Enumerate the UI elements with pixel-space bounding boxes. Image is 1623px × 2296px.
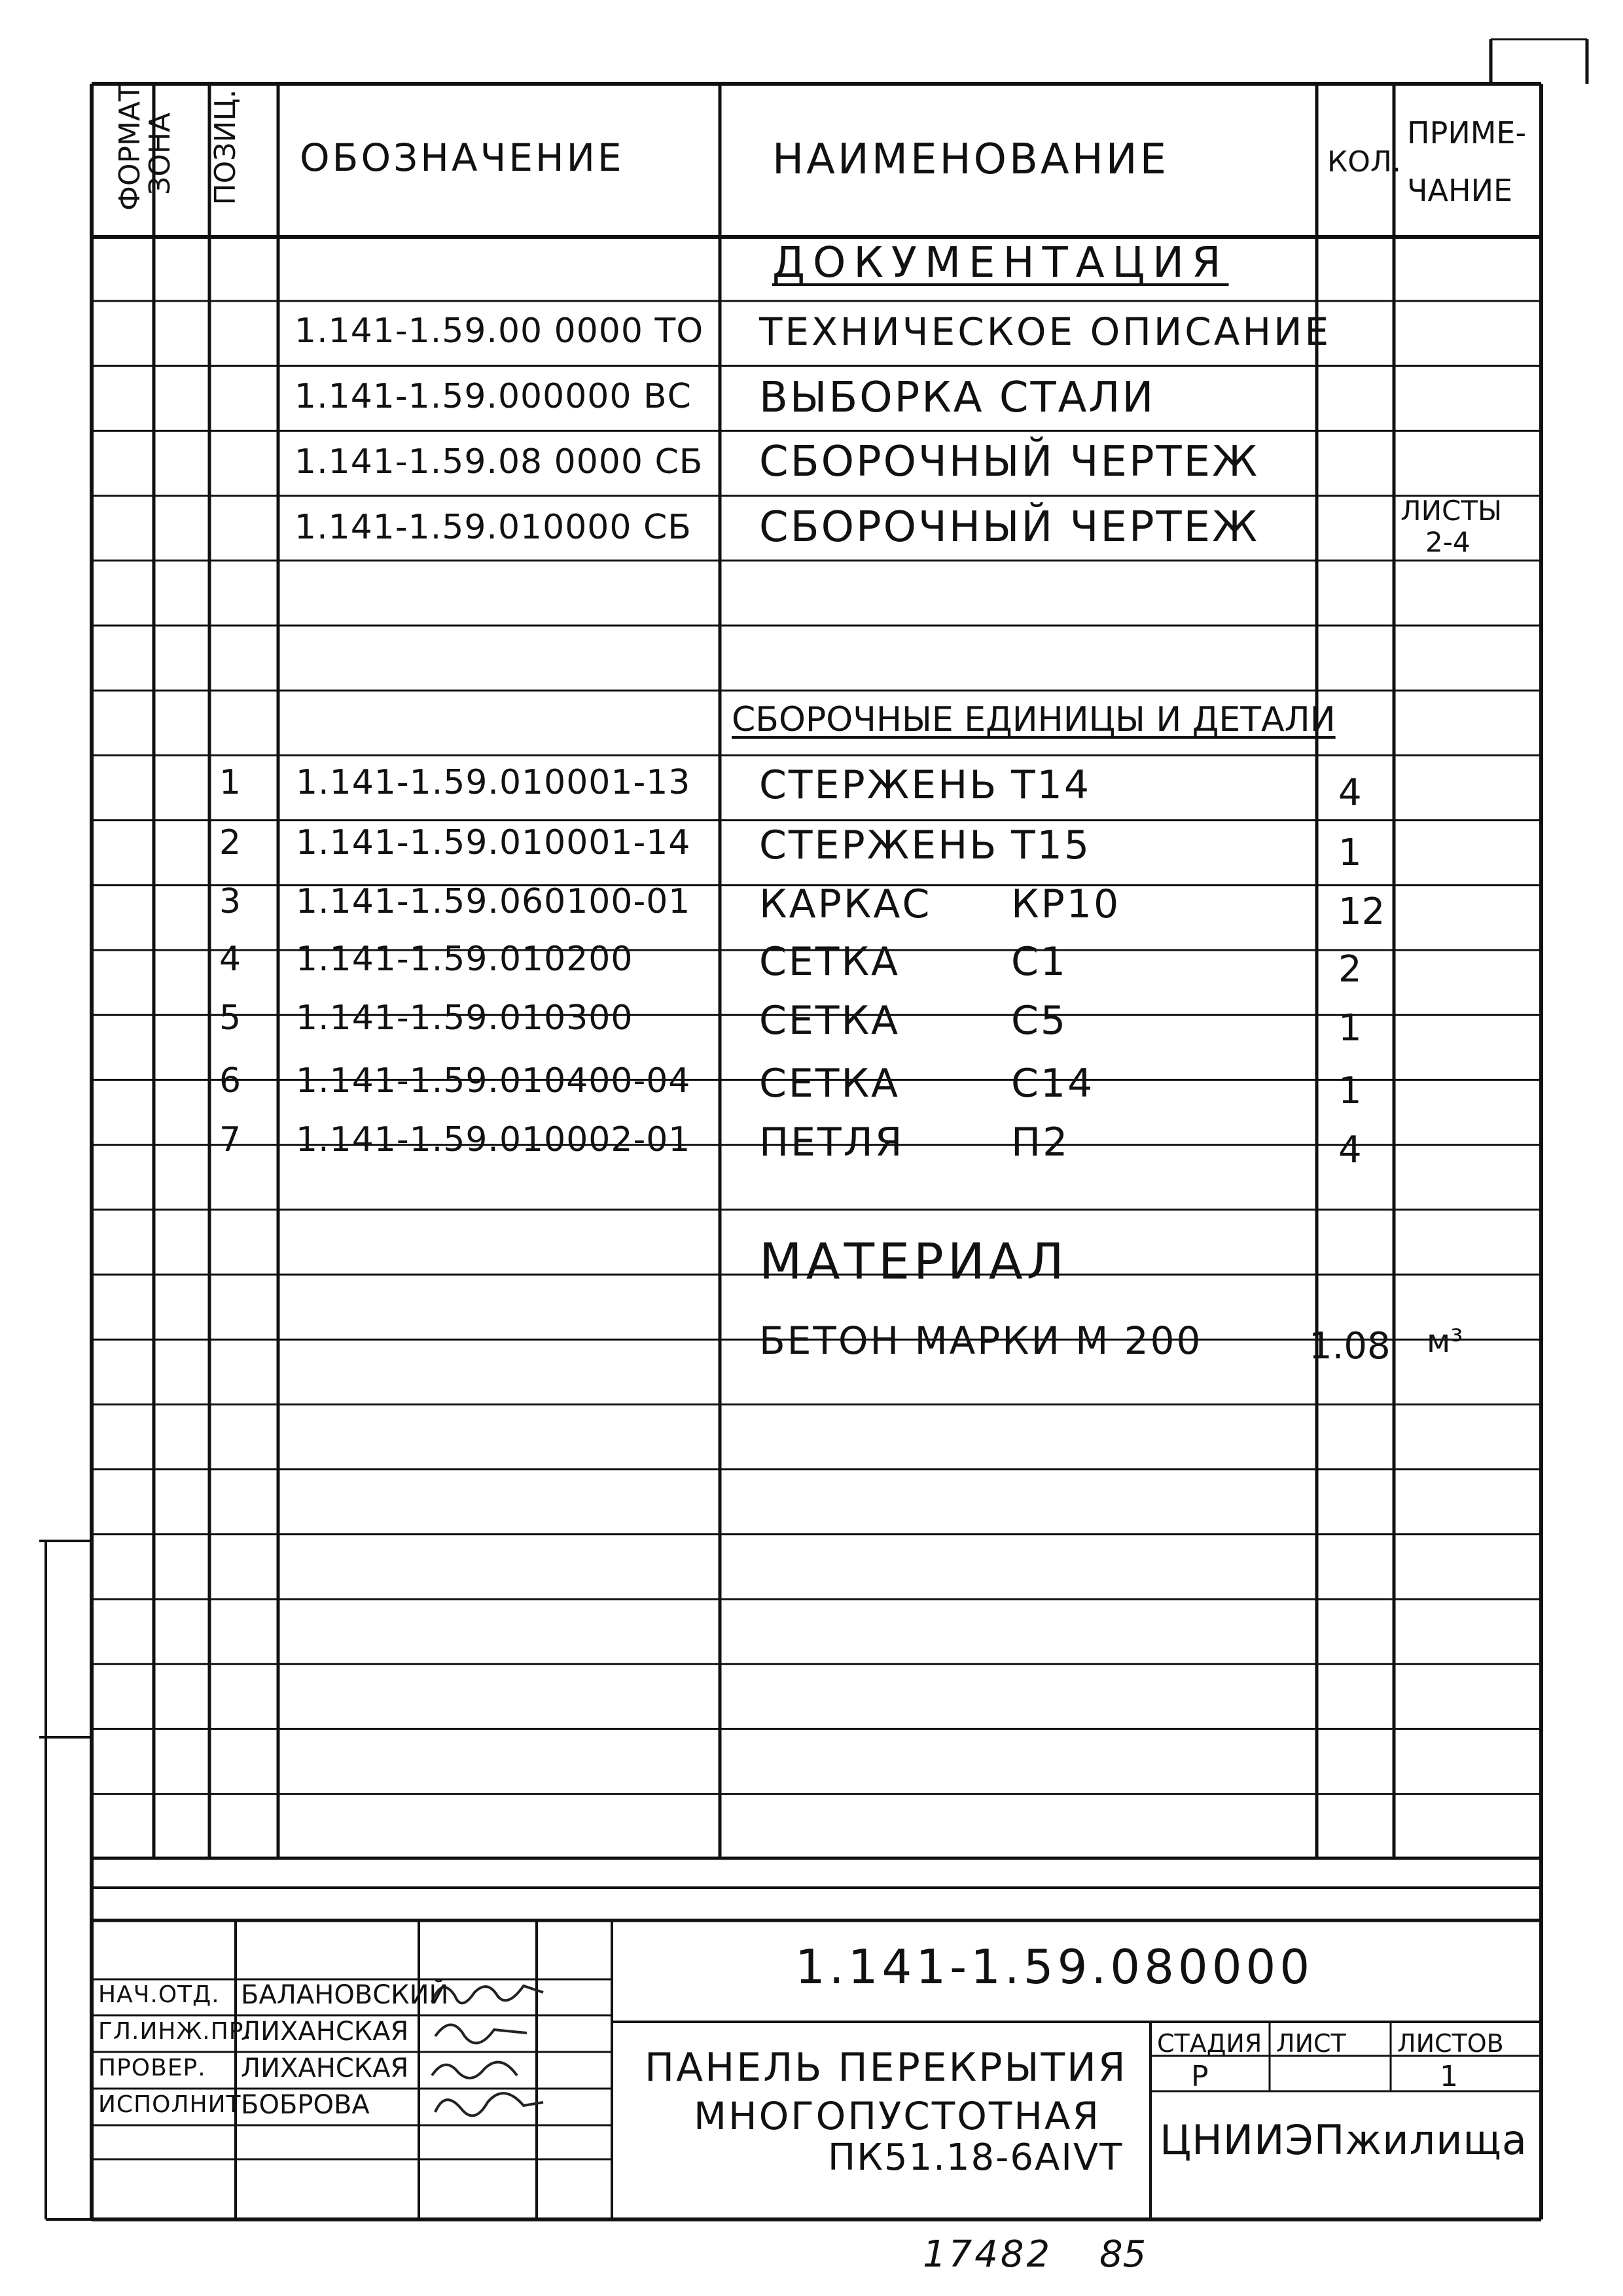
part-mark: С14 bbox=[1011, 1061, 1095, 1106]
part-mark: Т15 bbox=[1011, 822, 1091, 868]
part-qty: 1 bbox=[1338, 832, 1362, 874]
material-qty: 1.08 bbox=[1309, 1325, 1391, 1368]
part-position: 7 bbox=[219, 1120, 241, 1159]
doc-designation: 1.141-1.59.000000 ВС bbox=[294, 377, 692, 416]
part-qty: 2 bbox=[1338, 948, 1362, 991]
part-designation: 1.141-1.59.010300 bbox=[296, 998, 633, 1038]
part-designation: 1.141-1.59.010200 bbox=[296, 940, 633, 979]
title-line1: ПАНЕЛЬ ПЕРЕКРЫТИЯ bbox=[645, 2045, 1128, 2091]
part-position: 5 bbox=[219, 998, 241, 1038]
organization: ЦНИИЭПжилища bbox=[1160, 2116, 1527, 2164]
part-designation: 1.141-1.59.010002-01 bbox=[296, 1120, 691, 1159]
part-designation: 1.141-1.59.060100-01 bbox=[296, 882, 691, 921]
part-designation: 1.141-1.59.010001-13 bbox=[296, 763, 691, 802]
page-number: 85 bbox=[1099, 2233, 1147, 2276]
part-name: КАРКАС bbox=[759, 881, 932, 927]
doc-name: СБОРОЧНЫЙ ЧЕРТЕЖ bbox=[759, 503, 1259, 552]
part-name: СТЕРЖЕНЬ bbox=[759, 822, 999, 868]
part-qty: 4 bbox=[1338, 1129, 1362, 1171]
header-name: НАИМЕНОВАНИЕ bbox=[772, 135, 1169, 184]
part-name: СЕТКА bbox=[759, 939, 901, 985]
header-format: ФОРМАТ bbox=[113, 84, 147, 211]
part-name: СЕТКА bbox=[759, 998, 901, 1044]
part-mark: П2 bbox=[1011, 1120, 1070, 1165]
part-mark: КР10 bbox=[1011, 881, 1121, 927]
part-position: 6 bbox=[219, 1061, 241, 1101]
part-name: ПЕТЛЯ bbox=[759, 1120, 904, 1165]
staff-name: БАЛАНОВСКИЙ bbox=[241, 1980, 449, 2010]
part-position: 4 bbox=[219, 940, 241, 979]
staff-name: ЛИХАНСКАЯ bbox=[241, 2017, 409, 2047]
doc-name: ТЕХНИЧЕСКОЕ ОПИСАНИЕ bbox=[759, 309, 1332, 354]
part-qty: 1 bbox=[1338, 1070, 1362, 1112]
sheets-label: ЛИСТОВ bbox=[1397, 2029, 1504, 2058]
header-note-line2: ЧАНИЕ bbox=[1407, 173, 1513, 208]
doc-note-line2: 2-4 bbox=[1425, 526, 1471, 558]
staff-name: ЛИХАНСКАЯ bbox=[241, 2053, 409, 2083]
part-position: 3 bbox=[219, 882, 241, 921]
part-name: СЕТКА bbox=[759, 1061, 901, 1106]
signature-mark bbox=[432, 1986, 543, 2003]
staff-name: БОБРОВА bbox=[241, 2090, 370, 2120]
part-position: 1 bbox=[219, 763, 241, 802]
header-position: ПОЗИЦ. bbox=[209, 89, 242, 205]
section-material: МАТЕРИАЛ bbox=[759, 1232, 1068, 1290]
header-note-line1: ПРИМЕ- bbox=[1407, 115, 1527, 150]
part-mark: С1 bbox=[1011, 939, 1068, 985]
part-mark: Т14 bbox=[1011, 762, 1091, 808]
part-mark: С5 bbox=[1011, 998, 1068, 1044]
part-qty: 12 bbox=[1338, 891, 1385, 933]
material-name: БЕТОН МАРКИ М 200 bbox=[759, 1318, 1203, 1363]
sheets-value: 1 bbox=[1440, 2060, 1458, 2093]
staff-role: НАЧ.ОТД. bbox=[98, 1981, 220, 2008]
title-line2: МНОГОПУСТОТНАЯ bbox=[694, 2094, 1101, 2138]
header-zone: ЗОНА bbox=[143, 112, 177, 196]
header-qty: КОЛ. bbox=[1327, 145, 1401, 179]
doc-name: ВЫБОРКА СТАЛИ bbox=[759, 374, 1156, 422]
part-qty: 1 bbox=[1338, 1007, 1362, 1050]
doc-name: СБОРОЧНЫЙ ЧЕРТЕЖ bbox=[759, 438, 1259, 486]
signature-mark bbox=[435, 2093, 543, 2115]
staff-role: ИСПОЛНИТ. bbox=[98, 2091, 249, 2118]
staff-role: ГЛ.ИНЖ.ПР. bbox=[98, 2018, 252, 2045]
part-name: СТЕРЖЕНЬ bbox=[759, 762, 999, 808]
part-qty: 4 bbox=[1338, 771, 1362, 814]
header-designation: ОБОЗНАЧЕНИЕ bbox=[300, 135, 624, 180]
signature-mark bbox=[435, 2025, 527, 2043]
part-designation: 1.141-1.59.010400-04 bbox=[296, 1061, 691, 1101]
sheet-label: ЛИСТ bbox=[1276, 2029, 1346, 2058]
staff-role: ПРОВЕР. bbox=[98, 2055, 206, 2081]
material-unit: м³ bbox=[1427, 1323, 1463, 1360]
part-position: 2 bbox=[219, 823, 241, 862]
title-line3: ПК51.18-6АIVТ bbox=[828, 2136, 1124, 2179]
section-documentation: ДОКУМЕНТАЦИЯ bbox=[772, 239, 1229, 287]
stage-label: СТАДИЯ bbox=[1157, 2029, 1262, 2058]
section-assemblies: СБОРОЧНЫЕ ЕДИНИЦЫ И ДЕТАЛИ bbox=[732, 700, 1336, 739]
signature-mark bbox=[432, 2062, 517, 2078]
part-designation: 1.141-1.59.010001-14 bbox=[296, 823, 691, 862]
archive-number: 17482 bbox=[923, 2233, 1053, 2276]
doc-note-line1: ЛИСТЫ bbox=[1400, 495, 1503, 527]
doc-designation: 1.141-1.59.010000 СБ bbox=[294, 508, 692, 547]
stage-value: Р bbox=[1191, 2060, 1209, 2093]
doc-designation: 1.141-1.59.00 0000 ТО bbox=[294, 311, 704, 351]
document-code: 1.141-1.59.080000 bbox=[795, 1939, 1314, 1994]
doc-designation: 1.141-1.59.08 0000 СБ bbox=[294, 442, 704, 482]
